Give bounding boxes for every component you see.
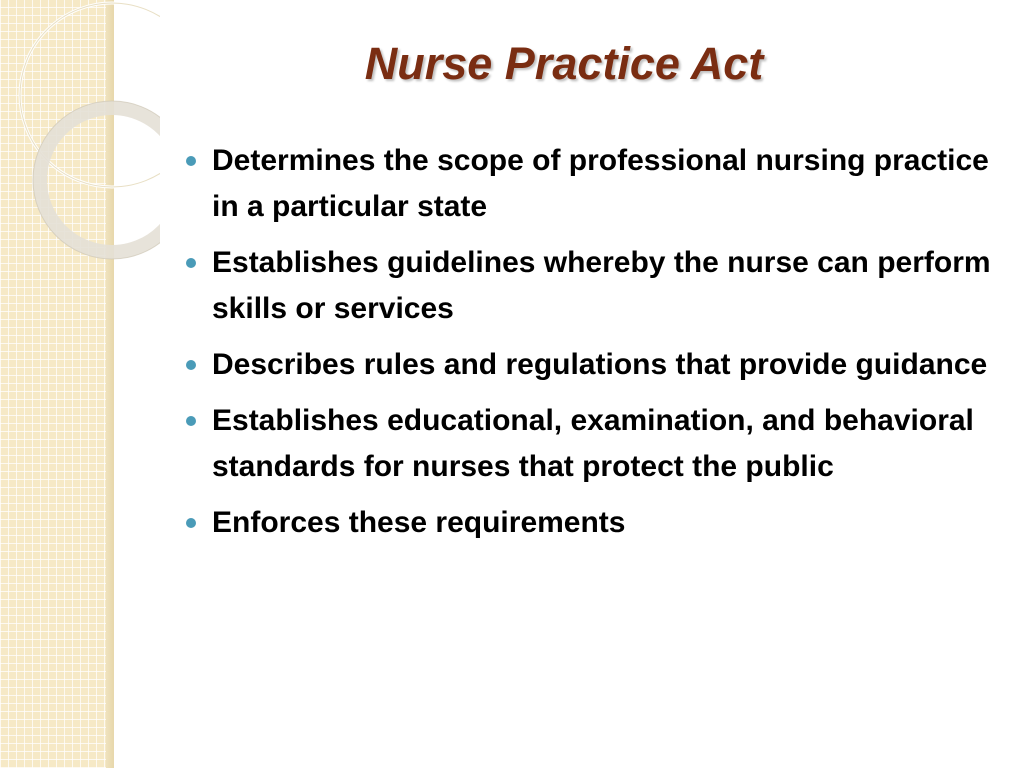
bullet-text: Establishes guidelines whereby the nurse can perform skills or services (212, 246, 991, 325)
bullet-item (184, 138, 999, 230)
bullet-dot-icon (186, 258, 196, 268)
bullet-item (184, 500, 999, 546)
slide-title: Nurse Practice Act (364, 38, 764, 89)
bullet-text: Establishes educational, examination, and behavioral standards for nurses that protect the public (212, 404, 974, 483)
bullet-dot-icon (186, 416, 196, 426)
decorative-ring-thick (40, 108, 160, 252)
bullet-item (184, 240, 999, 332)
bullet-dot-icon (186, 518, 196, 528)
bullet-dot-icon (186, 360, 196, 370)
bullet-dot-icon (186, 156, 196, 166)
bullet-text: Describes rules and regulations that provide guidance (212, 348, 988, 381)
bullet-item (184, 342, 999, 388)
decorative-ring-thick-outline (33, 101, 160, 259)
bullet-text: Determines the scope of professional nursing practice in a particular state (212, 144, 989, 223)
bullet-text: Enforces these requirements (212, 506, 626, 539)
bullet-item (184, 398, 999, 490)
bullet-list (184, 138, 999, 556)
